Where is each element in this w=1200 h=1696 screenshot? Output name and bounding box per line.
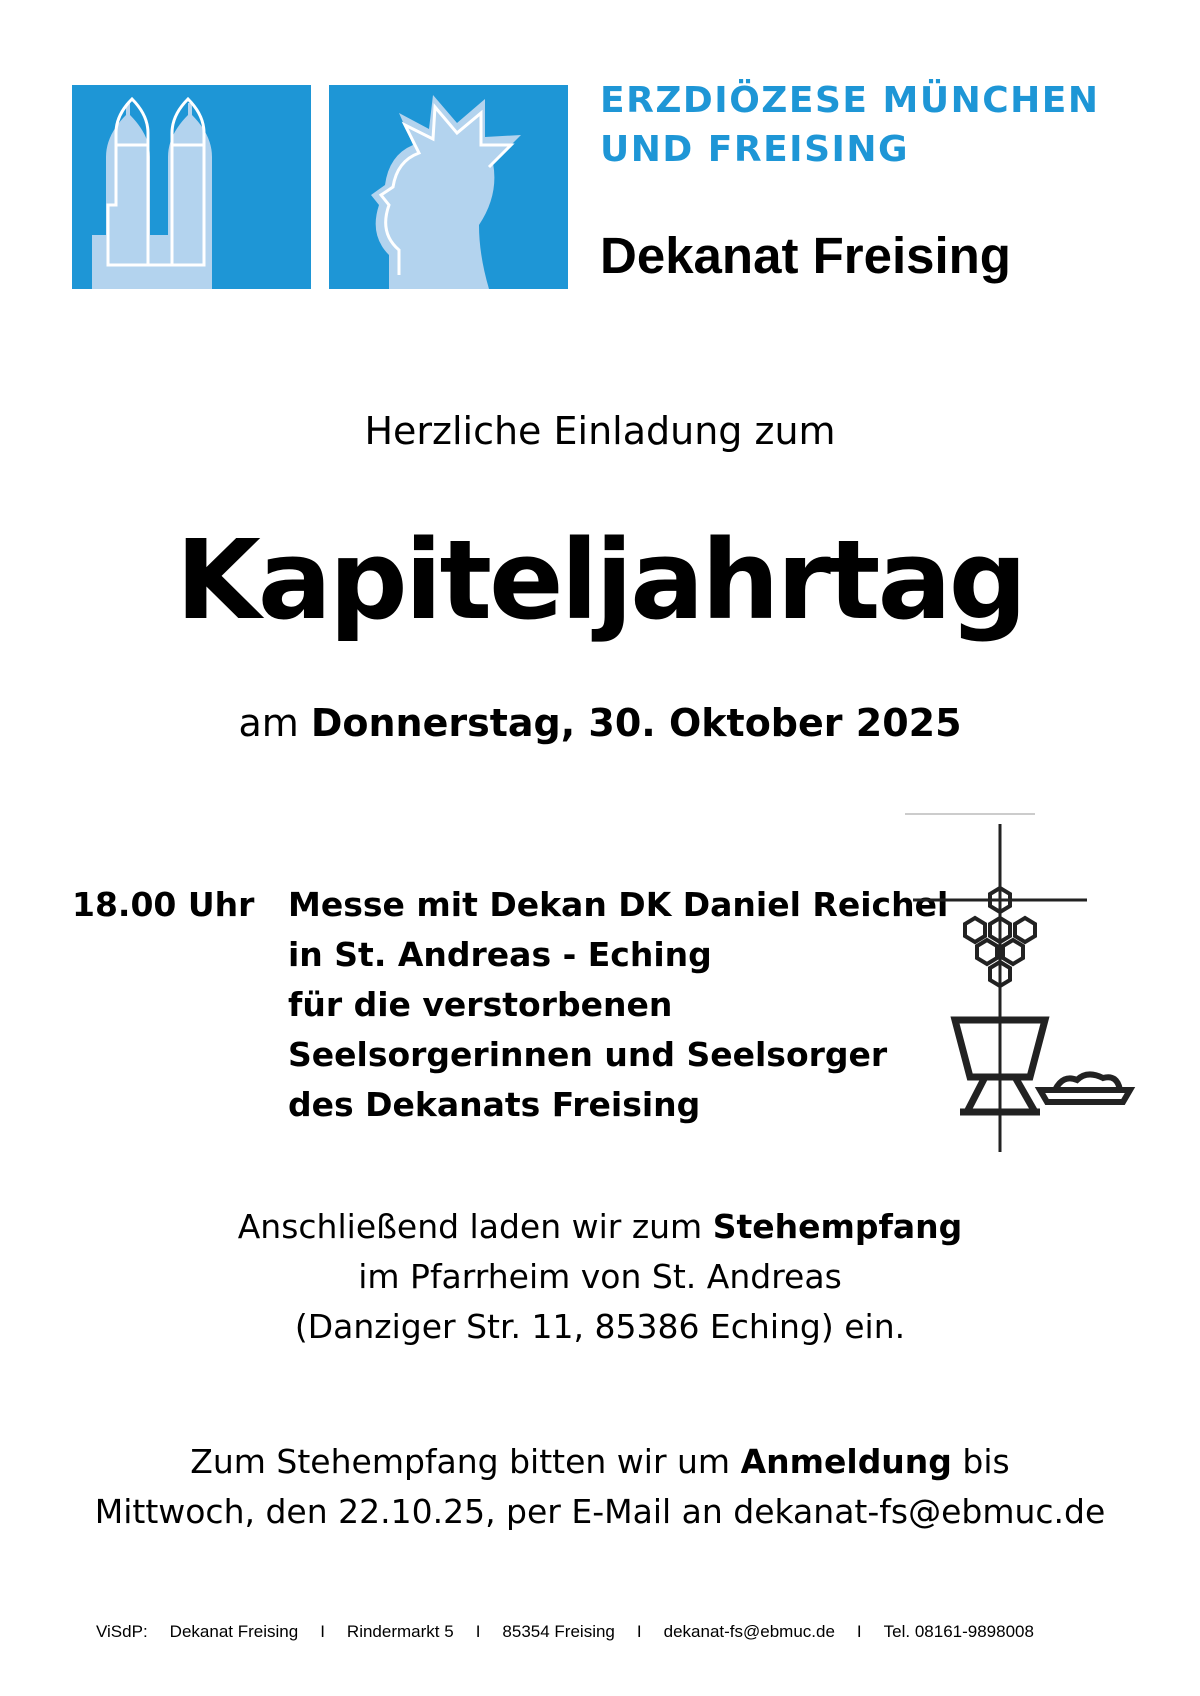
organization-name — [600, 76, 1100, 174]
invitation-title: Kapiteljahrtag — [175, 516, 1025, 644]
deanery-name: Dekanat Freising — [600, 227, 1011, 284]
reception-line3: (Danziger Str. 11, 85386 Eching) ein. — [294, 1307, 906, 1346]
event-line: für die verstorbenen — [288, 985, 673, 1024]
invitation-intro: Herzliche Einladung zum — [364, 409, 836, 453]
organization-name-line2: UND FREISING — [600, 129, 910, 170]
reception-line2: im Pfarrheim von St. Andreas — [358, 1257, 842, 1296]
footer-item: Dekanat Freising — [169, 1622, 299, 1641]
reception-line1 — [0, 1202, 1200, 1252]
event-line: Seelsorgerinnen und Seelsorger — [288, 1035, 888, 1074]
registration-info — [0, 1437, 1200, 1537]
event-line: des Dekanats Freising — [288, 1085, 701, 1124]
footer-item: 85354 Freising — [502, 1622, 615, 1641]
event-line: Messe mit Dekan DK Daniel Reichel — [288, 885, 949, 924]
event-date: Donnerstag, 30. Oktober 2025 — [310, 701, 962, 745]
organization-name-line1: ERZDIÖZESE MÜNCHEN — [600, 80, 1100, 121]
registration-line2: Mittwoch, den 22.10.25, per E-Mail an dekanat-fs@ebmuc.de — [94, 1492, 1106, 1531]
date-prefix: am — [238, 701, 299, 745]
registration-highlight: Anmeldung — [740, 1442, 952, 1481]
registration-suffix: bis — [962, 1442, 1010, 1481]
footer-visdp-label: ViSdP: — [96, 1622, 148, 1641]
footer-separator: I — [856, 1622, 862, 1641]
footer-separator: I — [320, 1622, 325, 1641]
crowned-head-icon — [329, 85, 568, 289]
event-date-line — [0, 698, 1200, 748]
reception-highlight: Stehempfang — [712, 1207, 963, 1246]
registration-text: Zum Stehempfang bitten wir um — [190, 1442, 731, 1481]
footer-item: dekanat-fs@ebmuc.de — [663, 1622, 835, 1641]
event-time: 18.00 Uhr — [72, 885, 255, 924]
frauenkirche-towers-icon — [72, 85, 311, 289]
reception-text: Anschließend laden wir zum — [237, 1207, 703, 1246]
event-line: in St. Andreas - Eching — [288, 935, 712, 974]
event-description — [288, 880, 948, 1130]
footer-separator: I — [475, 1622, 481, 1641]
registration-line1 — [0, 1437, 1200, 1487]
cross-grapes-chalice-bread-icon — [905, 812, 1140, 1157]
footer-item: Tel. 08161-9898008 — [883, 1622, 1034, 1641]
reception-info — [0, 1202, 1200, 1352]
footer-imprint — [96, 1620, 1136, 1644]
footer-separator: I — [636, 1622, 642, 1641]
footer-item: Rindermarkt 5 — [346, 1622, 454, 1641]
